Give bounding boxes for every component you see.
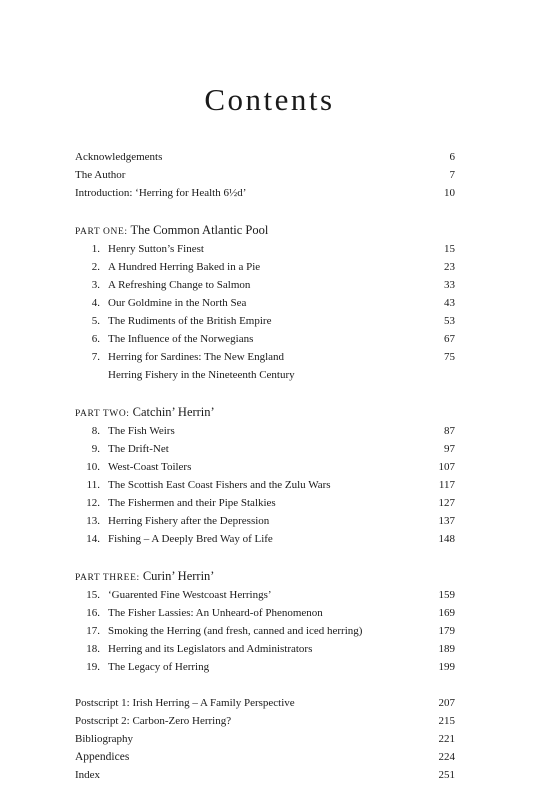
chapter-number: 10. [86,461,100,473]
entry-title: West-Coast Toilers [108,461,192,473]
entry-title-continued: Herring Fishery in the Nineteenth Century [108,369,295,381]
entry-title: The Legacy of Herring [108,661,210,673]
toc-entry-chapter-5[interactable] [75,312,455,330]
part-heading-two [75,402,455,422]
part-name: Catchin’ Herrin’ [132,405,215,419]
entry-title: Smoking the Herring (and fresh, canned and iced herring) [108,625,363,637]
chapter-number: 6. [91,333,100,345]
entry-title: Herring for Sardines: The New England [108,351,285,363]
toc-entry-chapter-10[interactable] [75,458,455,476]
entry-page: 159 [438,589,455,601]
entry-title: Fishing – A Deeply Bred Way of Life [108,533,273,545]
entry-page: 207 [438,697,455,709]
chapter-number: 5. [91,315,100,327]
chapter-number: 12. [86,497,100,509]
chapter-number: 2. [91,261,100,273]
entry-page: 43 [444,297,455,309]
entry-page: 33 [444,279,455,291]
entry-page: 7 [449,169,455,181]
entry-title: The Author [75,169,126,181]
entry-title: The Rudiments of the British Empire [108,315,272,327]
entry-page: 53 [444,315,455,327]
front-matter [75,148,455,202]
chapter-number: 17. [86,625,100,637]
toc-entry-chapter-2[interactable] [75,258,455,276]
table-of-contents [75,148,455,784]
part-label: PART TWO: [75,409,130,419]
entry-title: Appendices [75,751,130,763]
entry-page: 224 [438,751,455,763]
toc-entry-chapter-6[interactable] [75,330,455,348]
back-matter [75,694,455,784]
toc-entry-chapter-12[interactable] [75,494,455,512]
toc-entry-chapter-18[interactable] [75,640,455,658]
entry-page: 87 [444,425,455,437]
part-label: PART THREE: [75,573,140,583]
toc-entry-index[interactable] [75,766,455,784]
entry-title: The Drift-Net [108,443,169,455]
entry-page: 199 [438,661,455,673]
entry-page: 127 [438,497,455,509]
chapter-number: 18. [86,643,100,655]
entry-page: 107 [438,461,455,473]
entry-page: 251 [438,769,455,781]
entry-title: Herring and its Legislators and Administrators [108,643,313,655]
entry-page: 67 [444,333,455,345]
chapter-number: 13. [86,515,100,527]
entry-title: Index [75,769,101,781]
toc-entry-postscript-2[interactable] [75,712,455,730]
toc-entry-chapter-13[interactable] [75,512,455,530]
toc-entry-acknowledgements[interactable] [75,148,455,166]
page-title: Contents [204,82,335,117]
entry-title: A Hundred Herring Baked in a Pie [108,261,261,273]
entry-page: 117 [438,479,455,491]
entry-title: Introduction: ‘Herring for Health 6½d’ [75,187,247,199]
entry-page: 148 [438,533,455,545]
entry-title: The Fisher Lassies: An Unheard-of Phenomenon [108,607,323,619]
entry-title: Postscript 2: Carbon-Zero Herring? [75,715,232,727]
entry-title: Bibliography [75,733,134,745]
chapter-number: 1. [91,243,100,255]
toc-entry-chapter-14[interactable] [75,530,455,548]
chapter-number: 16. [86,607,100,619]
entry-title: ‘Guarented Fine Westcoast Herrings’ [108,589,272,601]
toc-entry-chapter-16[interactable] [75,604,455,622]
chapter-number: 19. [86,661,100,673]
part-heading-three [75,566,455,586]
chapter-number: 4. [91,297,100,309]
entry-page: 23 [444,261,455,273]
toc-entry-bibliography[interactable] [75,730,455,748]
part-label: PART ONE: [75,227,128,237]
entry-title: The Fishermen and their Pipe Stalkies [108,497,276,509]
entry-page: 169 [438,607,455,619]
toc-entry-chapter-7-continued[interactable] [75,366,455,384]
part-name: The Common Atlantic Pool [130,223,269,237]
entry-title: The Influence of the Norwegians [108,333,254,345]
chapter-number: 11. [86,479,100,491]
entry-page: 137 [438,515,455,527]
entry-page: 6 [449,151,455,163]
entry-title: A Refreshing Change to Salmon [108,279,251,291]
entry-page: 75 [444,351,455,363]
toc-entry-chapter-3[interactable] [75,276,455,294]
entry-page: 215 [438,715,455,727]
entry-page: 10 [444,187,455,199]
entry-title: Our Goldmine in the North Sea [108,297,247,309]
chapter-number: 9. [91,443,100,455]
chapter-number: 8. [91,425,100,437]
part-heading-one [75,220,455,240]
entry-title: Henry Sutton’s Finest [108,243,204,255]
entry-title: Acknowledgements [75,151,163,163]
toc-entry-chapter-15[interactable] [75,586,455,604]
entry-title: The Scottish East Coast Fishers and the Zulu Wars [108,479,331,491]
chapter-number: 3. [91,279,100,291]
toc-entry-chapter-4[interactable] [75,294,455,312]
toc-entry-appendices[interactable] [75,748,455,766]
chapter-number: 14. [86,533,100,545]
part-name: Curin’ Herrin’ [142,569,215,583]
entry-title: Postscript 1: Irish Herring – A Family Perspective [75,697,295,709]
entry-page: 189 [438,643,455,655]
toc-entry-the-author[interactable] [75,166,455,184]
toc-entry-chapter-8[interactable] [75,422,455,440]
entry-page: 97 [444,443,455,455]
toc-entry-chapter-1[interactable] [75,240,455,258]
entry-title: Herring Fishery after the Depression [108,515,270,527]
chapter-number: 7. [91,351,100,363]
toc-entry-introduction[interactable] [75,184,455,202]
entry-title: The Fish Weirs [108,425,175,437]
entry-page: 15 [444,243,455,255]
toc-entry-postscript-1[interactable] [75,694,455,712]
toc-entry-chapter-11[interactable] [75,476,455,494]
toc-entry-chapter-9[interactable] [75,440,455,458]
entry-page: 179 [438,625,455,637]
toc-entry-chapter-17[interactable] [75,622,455,640]
toc-entry-chapter-7[interactable] [75,348,455,366]
chapter-number: 15. [86,589,100,601]
toc-entry-chapter-19[interactable] [75,658,455,676]
entry-page: 221 [438,733,455,745]
